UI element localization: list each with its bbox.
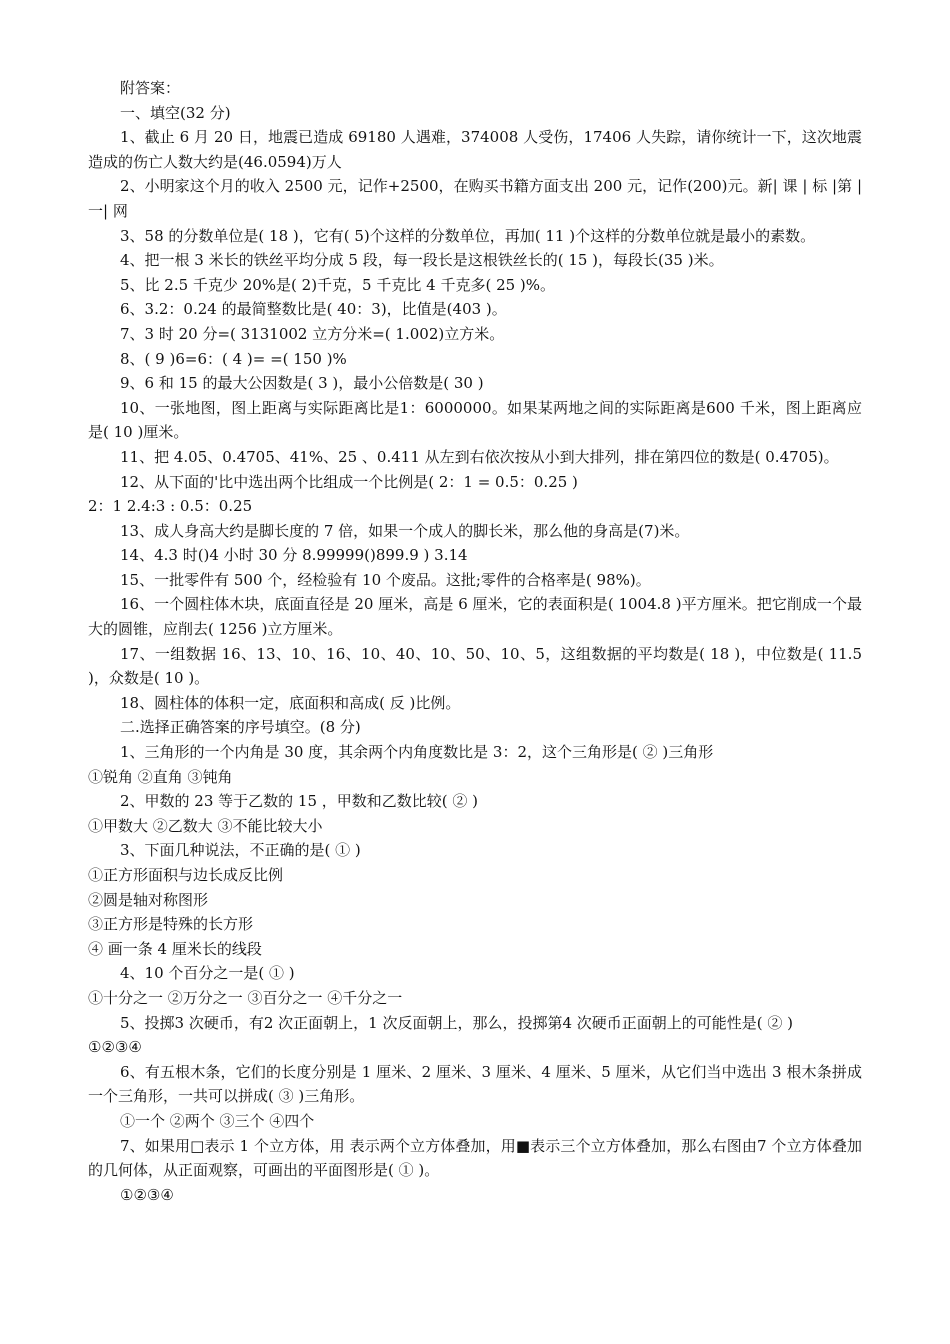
choice-q3-option-4: ④ 画一条 4 厘米长的线段: [88, 939, 262, 958]
fill-q3: 3、58 的分数单位是( 18 )，它有( 5)个这样的分数单位，再加( 11 )个这样的分数单位就是最小的素数。: [120, 226, 816, 245]
choice-q1: 1、三角形的一个内角是 30 度，其余两个内角度数比是 3：2，这个三角形是( ② )三角形: [120, 743, 714, 762]
fill-q1: 1、截止 6 月 20 日，地震已造成 69180 人遇难，374008 人受伤，17406 人失踪，请你统计一下，这次地震造成的伤亡人数大约是(46.0594)万人: [88, 128, 862, 171]
fill-q15: 15、一批零件有 500 个，经检验有 10 个废品。这批;零件的合格率是( 98%)。: [120, 570, 651, 589]
section-2-title: 二.选择正确答案的序号填空。(8 分): [120, 718, 361, 737]
fill-q6: 6、3.2：0.24 的最简整数比是( 40：3)，比值是(403 )。: [120, 300, 507, 319]
choice-q1-options: ①锐角 ②直角 ③钝角: [88, 767, 233, 786]
choice-q4: 4、10 个百分之一是( ① ): [120, 964, 295, 983]
choice-q2-options: ①甲数大 ②乙数大 ③不能比较大小: [88, 816, 323, 835]
choice-q4-options: ①十分之一 ②万分之一 ③百分之一 ④千分之一: [88, 988, 403, 1007]
choice-q5: 5、投掷3 次硬币，有2 次正面朝上，1 次反面朝上，那么，投掷第4 次硬币正面朝上的可能性是( ② ): [120, 1013, 794, 1032]
fill-q12: 12、从下面的'比中选出两个比组成一个比例是( 2：1 = 0.5：0.25 ): [120, 472, 578, 491]
choice-q3-option-3: ③正方形是特殊的长方形: [88, 915, 254, 934]
answer-header: 附答案：: [120, 79, 181, 97]
fill-q8: 8、( 9 )6=6：( 4 )= =( 150 )%: [120, 349, 347, 368]
choice-q6-options: ①一个 ②两个 ③三个 ④四个: [120, 1111, 315, 1130]
choice-q7: 7、如果用□表示 1 个立方体，用 表示两个立方体叠加，用■表示三个立方体叠加，那么右图由7 个立方体叠加的几何体，从正面观察，可画出的平面图形是( ① )。: [88, 1136, 862, 1180]
fill-q13: 13、成人身高大约是脚长度的 7 倍，如果一个成人的脚长米，那么他的身高是(7)米。: [120, 521, 690, 540]
fill-q14: 14、4.3 时()4 小时 30 分 8.99999()899.9 ) 3.14: [120, 546, 468, 565]
fill-q16: 16、一个圆柱体木块，底面直径是 20 厘米，高是 6 厘米，它的表面积是( 1004.8 )平方厘米。把它削成一个最大的圆锥，应削去( 1256 )立方厘米。: [88, 595, 862, 639]
fill-q17: 17、一组数据 16、13、10、16、10、40、10、50、10、5，这组数据的平均数是( 18 )，中位数是( 11.5 )，众数是( 10 )。: [88, 644, 862, 688]
choice-q3-option-2: ②圆是轴对称图形: [88, 890, 209, 909]
fill-q11: 11、把 4.05、0.4705、41%、25 、0.411 从左到右依次按从小到大排列，排在第四位的数是( 0.4705)。: [120, 447, 839, 466]
fill-q7: 7、3 时 20 分=( 3131002 立方分米=( 1.002)立方米。: [120, 324, 505, 343]
section-1-title: 一、填空(32 分): [120, 103, 231, 122]
fill-q5: 5、比 2.5 千克少 20%是( 2)千克，5 千克比 4 千克多( 25 )%。: [120, 275, 556, 294]
fill-q2: 2、小明家这个月的收入 2500 元，记作+2500，在购买书籍方面支出 200 元，记作(200)元。新| 课 | 标 |第 |一| 网: [88, 177, 862, 220]
fill-q18: 18、圆柱体的体积一定，底面积和高成( 反 )比例。: [120, 693, 461, 712]
choice-q2: 2、甲数的 23 等于乙数的 15 ，甲数和乙数比较( ② ): [120, 792, 479, 811]
fill-q12-ratios: 2：1 2.4:3 : 0.5：0.25: [88, 497, 253, 516]
fill-q9: 9、6 和 15 的最大公因数是( 3 )，最小公倍数是( 30 ): [120, 374, 484, 393]
choice-q3: 3、下面几种说法，不正确的是( ① ): [120, 841, 361, 860]
fill-q4: 4、把一根 3 米长的铁丝平均分成 5 段，每一段长是这根铁丝长的( 15 )，每段长(35 )米。: [120, 251, 724, 270]
fill-q10: 10、一张地图，图上距离与实际距离比是1：6000000。如果某两地之间的实际距离是600 千米，图上距离应是( 10 )厘米。: [88, 398, 862, 442]
choice-q6: 6、有五根木条，它们的长度分别是 1 厘米、2 厘米、3 厘米、4 厘米、5 厘米，从它们当中选出 3 根木条拼成一个三角形，一共可以拼成( ③ )三角形。: [88, 1062, 862, 1106]
document-body: [88, 76, 862, 1207]
choice-q7-options: ①②③④: [120, 1185, 174, 1204]
choice-q3-option-1: ①正方形面积与边长成反比例: [88, 866, 284, 884]
choice-q5-options: ①②③④: [88, 1038, 142, 1057]
